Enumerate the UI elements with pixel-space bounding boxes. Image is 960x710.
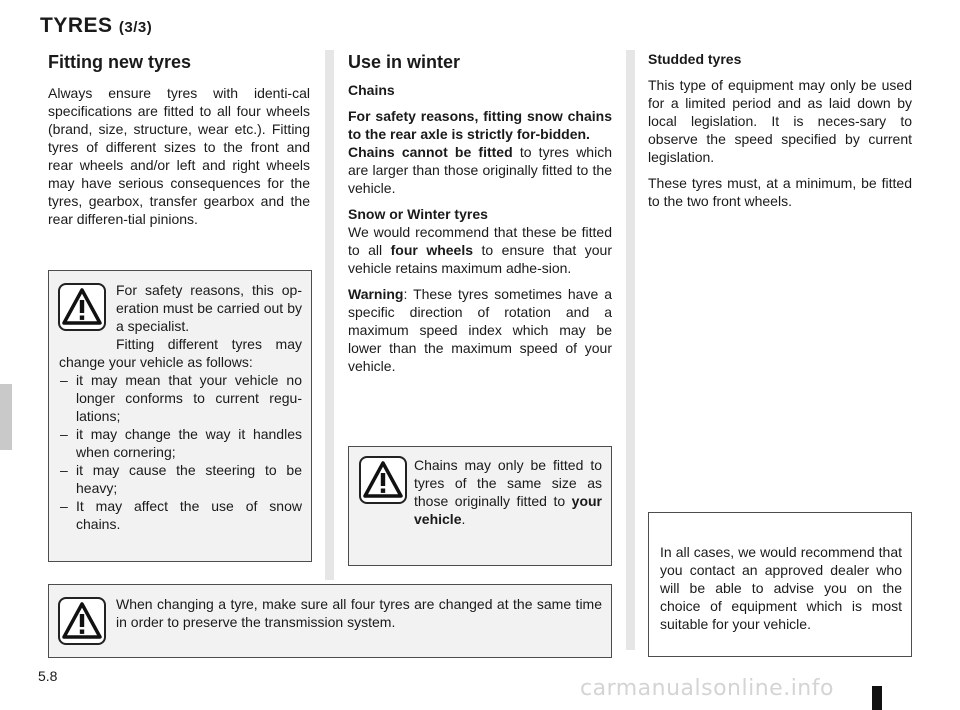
column-separator-2 [626, 50, 635, 650]
specialist-warning-box [48, 270, 312, 562]
snow-tyres-post: to ensure that your vehicle retains maximum adhe-sion. [348, 242, 612, 276]
page-title-text: TYRES [40, 14, 113, 37]
chains-box-main: Chains may only be fitted to tyres of the same size as those originally fitted to [414, 457, 602, 509]
chains-box-end: . [461, 511, 466, 527]
tyre-change-warning-text: When changing a tyre, make sure all four tyres are changed at the same time in order to preserve the transmission system. [116, 596, 602, 630]
chains-cannot-label: Chains cannot be fitted [348, 144, 513, 160]
column-2 [348, 52, 612, 375]
list-item: – it may cause the steering to be heavy; [59, 461, 302, 497]
column-3 [648, 50, 912, 210]
studded-tyres-label: Studded tyres [648, 51, 742, 67]
dealer-advice-text: In all cases, we would recommend that you contact an approved dealer who will be able to advise you on the choice of equipment which is most suitable for your vehicle. [660, 544, 902, 632]
warning-text: : These tyres sometimes have a specific direction of rotation and a maximum speed index which may be lower than the maximum speed of your vehicle. [348, 286, 612, 374]
snow-tyres-pre: We would recommend that these be fitted to all [348, 224, 612, 258]
chains-box-bold: your vehicle [414, 493, 602, 527]
warning-triangle-icon [58, 283, 106, 331]
studded-tyres-p2: These tyres must, at a minimum, be fitted to the two front wheels. [648, 175, 912, 209]
chains-warning-box [348, 446, 612, 566]
warning-triangle-icon [359, 456, 407, 504]
specialist-warning-intro: Fitting different tyres may change your vehicle as follows: [59, 336, 302, 370]
chains-size-note [348, 143, 612, 197]
studded-tyres-p1: This type of equipment may only be used for a limited period and as laid down by local legislation. It is neces-sary to observe the speed specified by current legislation. [648, 77, 912, 165]
page-title [40, 14, 152, 38]
dealer-advice-box [648, 512, 912, 657]
snow-tyres-bold: four wheels [390, 242, 474, 258]
column-1 [48, 52, 310, 228]
warning-label: Warning [348, 286, 404, 302]
list-item: – It may affect the use of snow chains. [59, 497, 302, 533]
column-separator-1 [325, 50, 334, 580]
fitting-new-tyres-body: Always ensure tyres with identi-cal specifications are fitted to all four wheels (brand, size, structure, wear etc.). Fitting tyres of different sizes to the front and rear wheels and/or left and right wheels may have serious consequences for the tyres, gearbox, transfer gearbox and the rear differen-tial pinions. [48, 85, 310, 227]
snow-tyres-label: Snow or Winter tyres [348, 206, 488, 222]
page-number: 5.8 [38, 668, 58, 684]
corner-mark [872, 686, 882, 710]
chains-cannot-text: to tyres which are larger than those originally fitted to the vehicle. [348, 144, 612, 196]
tyre-change-warning-box [48, 584, 612, 658]
page-title-suffix: (3/3) [118, 19, 153, 36]
fitting-new-tyres-heading: Fitting new tyres [48, 52, 192, 72]
chapter-tab [0, 384, 12, 450]
chains-label: Chains [348, 82, 395, 98]
list-item: – it may change the way it handles when cornering; [59, 425, 302, 461]
warning-triangle-icon [58, 597, 106, 645]
snow-tyres-text [348, 223, 612, 277]
chains-rear-axle-warning: For safety reasons, fitting snow chains to the rear axle is strictly for-bidden. [348, 108, 612, 142]
watermark: carmanualsonline.info [580, 676, 834, 701]
tyre-effects-list [59, 371, 302, 533]
specialist-warning-lead: For safety reasons, this op-eration must be carried out by a specialist. [116, 282, 302, 334]
list-item: – it may mean that your vehicle no longer conforms to current regu-lations; [59, 371, 302, 425]
chains-box-text [414, 456, 602, 528]
winter-tyre-warning [348, 285, 612, 375]
use-in-winter-heading: Use in winter [348, 52, 461, 72]
